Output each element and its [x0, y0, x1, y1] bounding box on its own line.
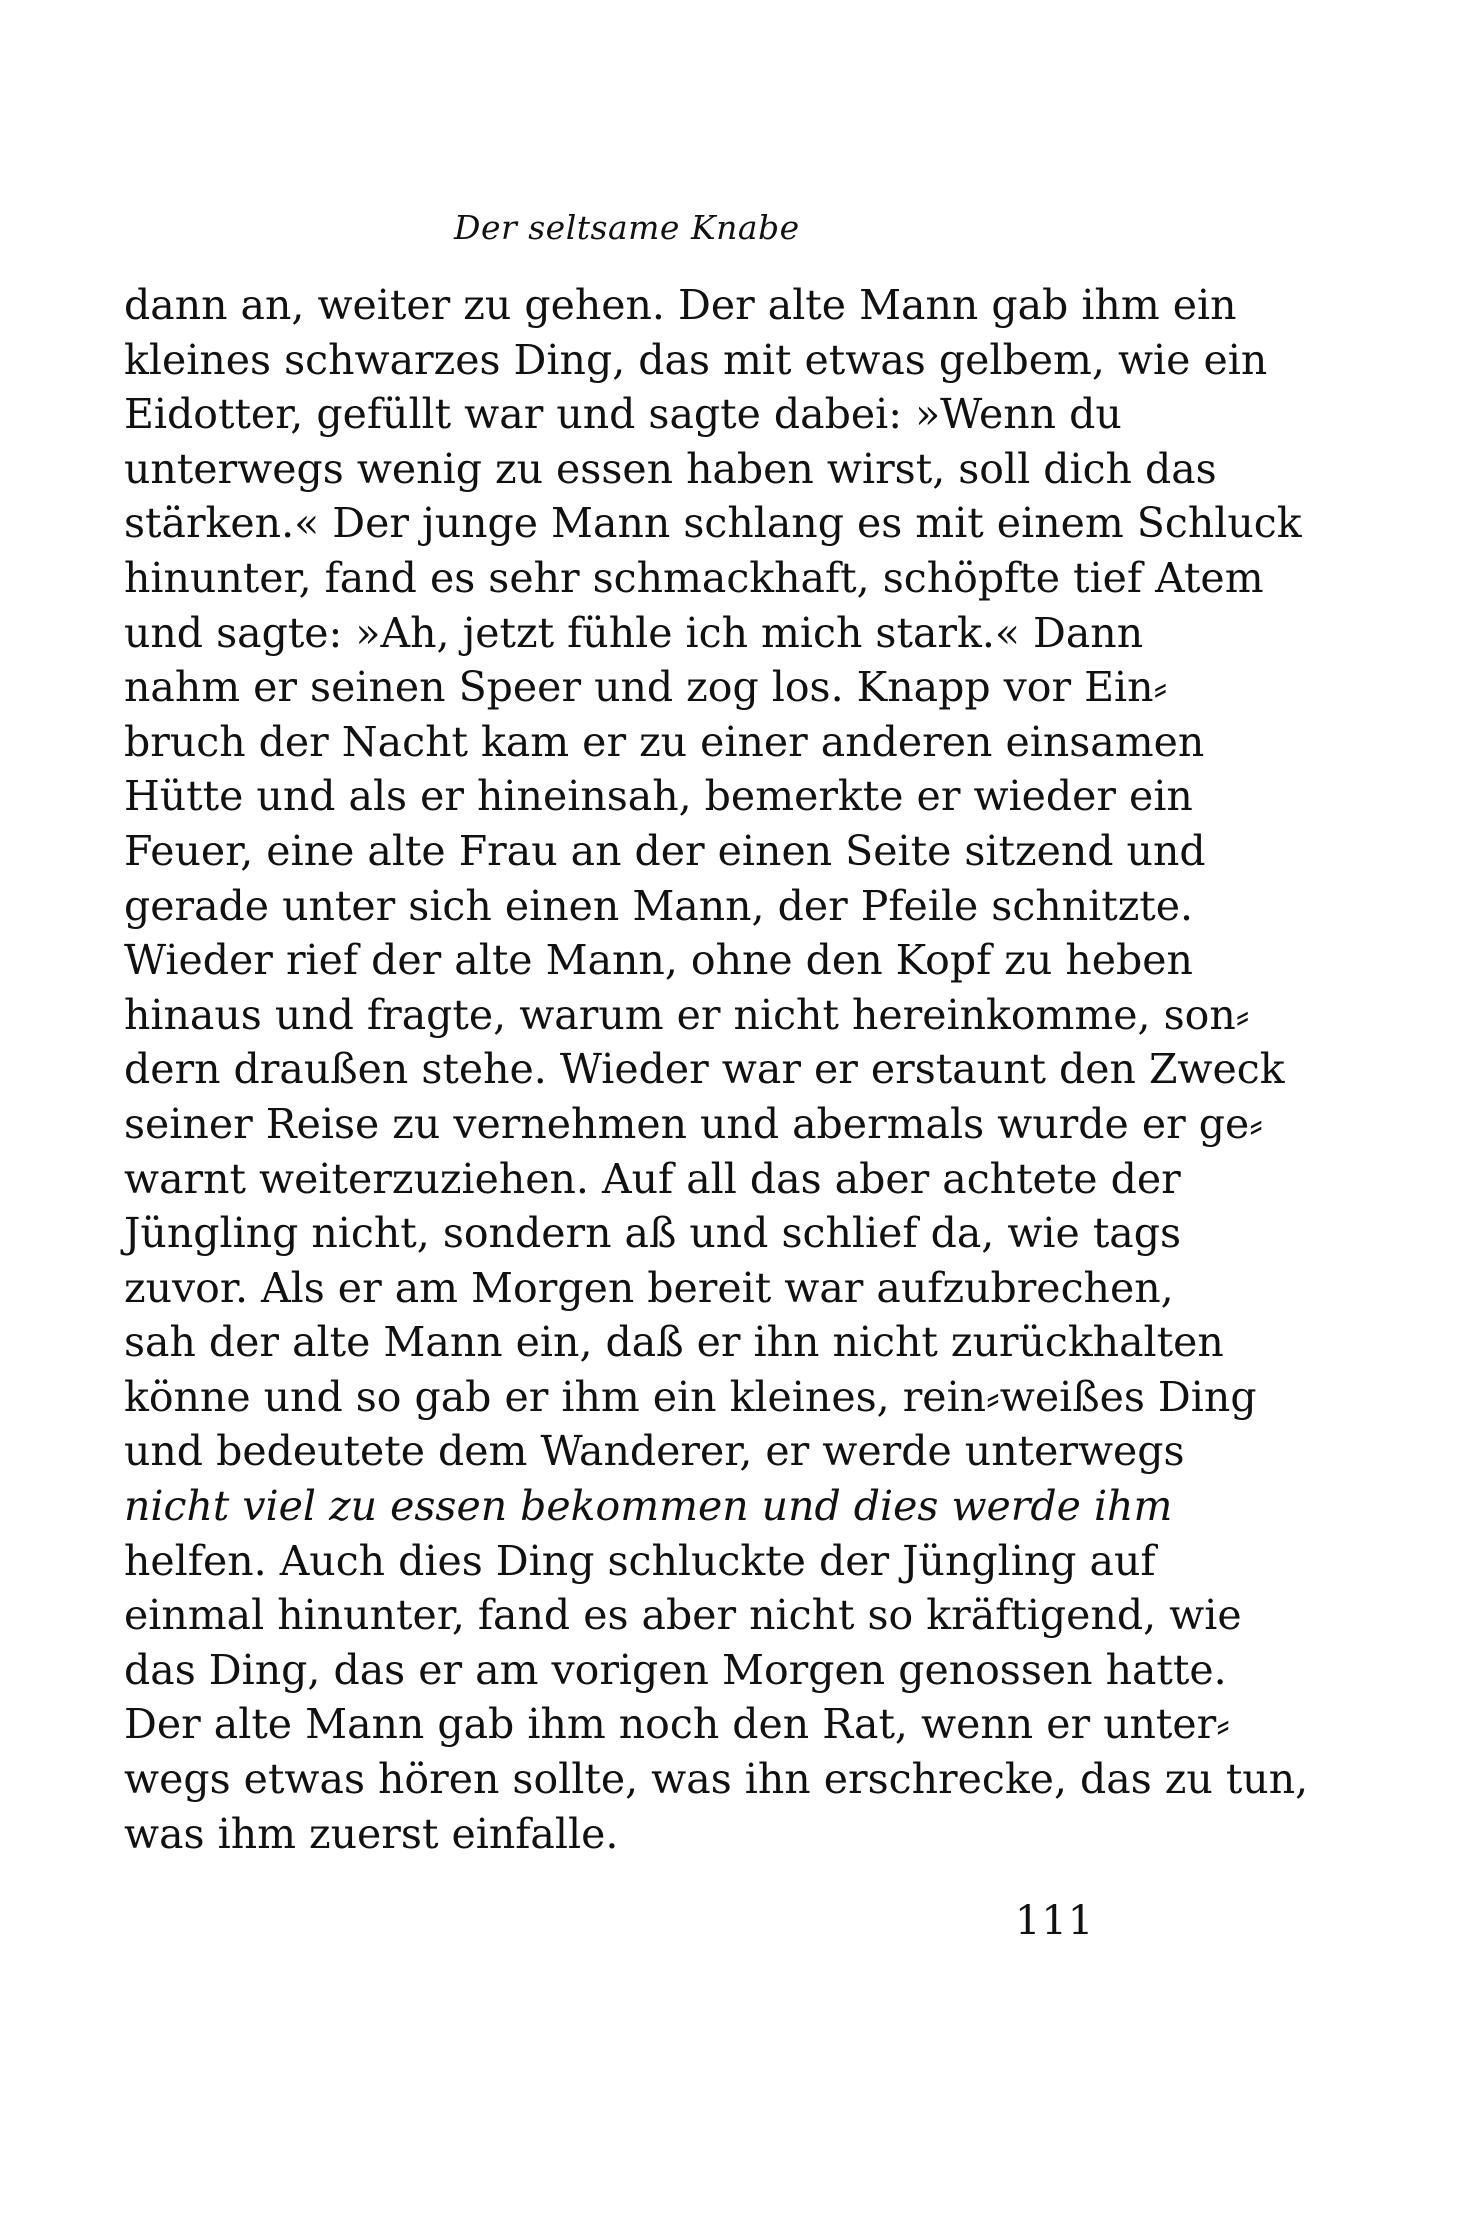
text-line: hinunter, fand es sehr schmackhaft, schöpfte tief Atem: [124, 553, 1264, 602]
text-line: helfen. Auch dies Ding schluckte der Jüngling auf: [124, 1536, 1156, 1585]
text-line: warnt weiterzuziehen. Auf all das aber achtete der: [124, 1154, 1181, 1203]
text-line: wegs etwas hören sollte, was ihn erschrecke, das zu tun,: [124, 1755, 1309, 1804]
text-line: dern draußen stehe. Wieder war er erstaunt den Zweck: [124, 1045, 1285, 1094]
text-line: Feuer, eine alte Frau an der einen Seite sitzend und: [124, 826, 1206, 875]
text-line: sah der alte Mann ein, daß er ihn nicht zurückhalten: [124, 1318, 1224, 1367]
text-line: das Ding, das er am vorigen Morgen genossen hatte.: [124, 1645, 1227, 1694]
text-line: könne und so gab er ihm ein kleines, rein⸗weißes Ding: [124, 1372, 1257, 1421]
text-line: zuvor. Als er am Morgen bereit war aufzubrechen,: [124, 1263, 1174, 1312]
text-line: gerade unter sich einen Mann, der Pfeile schnitzte.: [124, 881, 1194, 930]
text-line-last: was ihm zuerst einfalle.: [124, 1809, 619, 1858]
text-line-italic: nicht viel zu essen bekommen und dies werde ihm: [124, 1482, 1173, 1531]
text-line: dann an, weiter zu gehen. Der alte Mann gab ihm ein: [124, 281, 1237, 329]
text-line: nahm er seinen Speer und zog los. Knapp vor Ein⸗: [124, 663, 1168, 712]
body-text: [124, 278, 1309, 1861]
text-line: Der alte Mann gab ihm noch den Rat, wenn er unter⸗: [124, 1700, 1230, 1749]
text-line: seiner Reise zu vernehmen und abermals wurde er ge⸗: [124, 1099, 1263, 1148]
text-line: Jüngling nicht, sondern aß und schlief da, wie tags: [124, 1209, 1182, 1258]
text-line: und bedeutete dem Wanderer, er werde unterwegs: [124, 1427, 1185, 1476]
text-line: bruch der Nacht kam er zu einer anderen einsamen: [124, 717, 1205, 766]
text-line: stärken.« Der junge Mann schlang es mit einem Schluck: [124, 499, 1302, 548]
page-number: 111: [1015, 1898, 1095, 1944]
text-line: Wieder rief der alte Mann, ohne den Kopf zu heben: [124, 936, 1193, 985]
text-line: einmal hinunter, fand es aber nicht so kräftigend, wie: [124, 1591, 1242, 1640]
text-line: Eidotter, gefüllt war und sagte dabei: »Wenn du: [124, 390, 1122, 439]
text-line: Hütte und als er hineinsah, bemerkte er wieder ein: [124, 772, 1193, 821]
running-head: Der seltsame Knabe: [454, 208, 800, 247]
text-line: hinaus und fragte, warum er nicht hereinkomme, son⸗: [124, 990, 1250, 1039]
text-line: und sagte: »Ah, jetzt fühle ich mich stark.« Dann: [124, 608, 1144, 657]
text-line: kleines schwarzes Ding, das mit etwas gelbem, wie ein: [124, 335, 1268, 384]
text-line: unterwegs wenig zu essen haben wirst, soll dich das: [124, 444, 1217, 493]
